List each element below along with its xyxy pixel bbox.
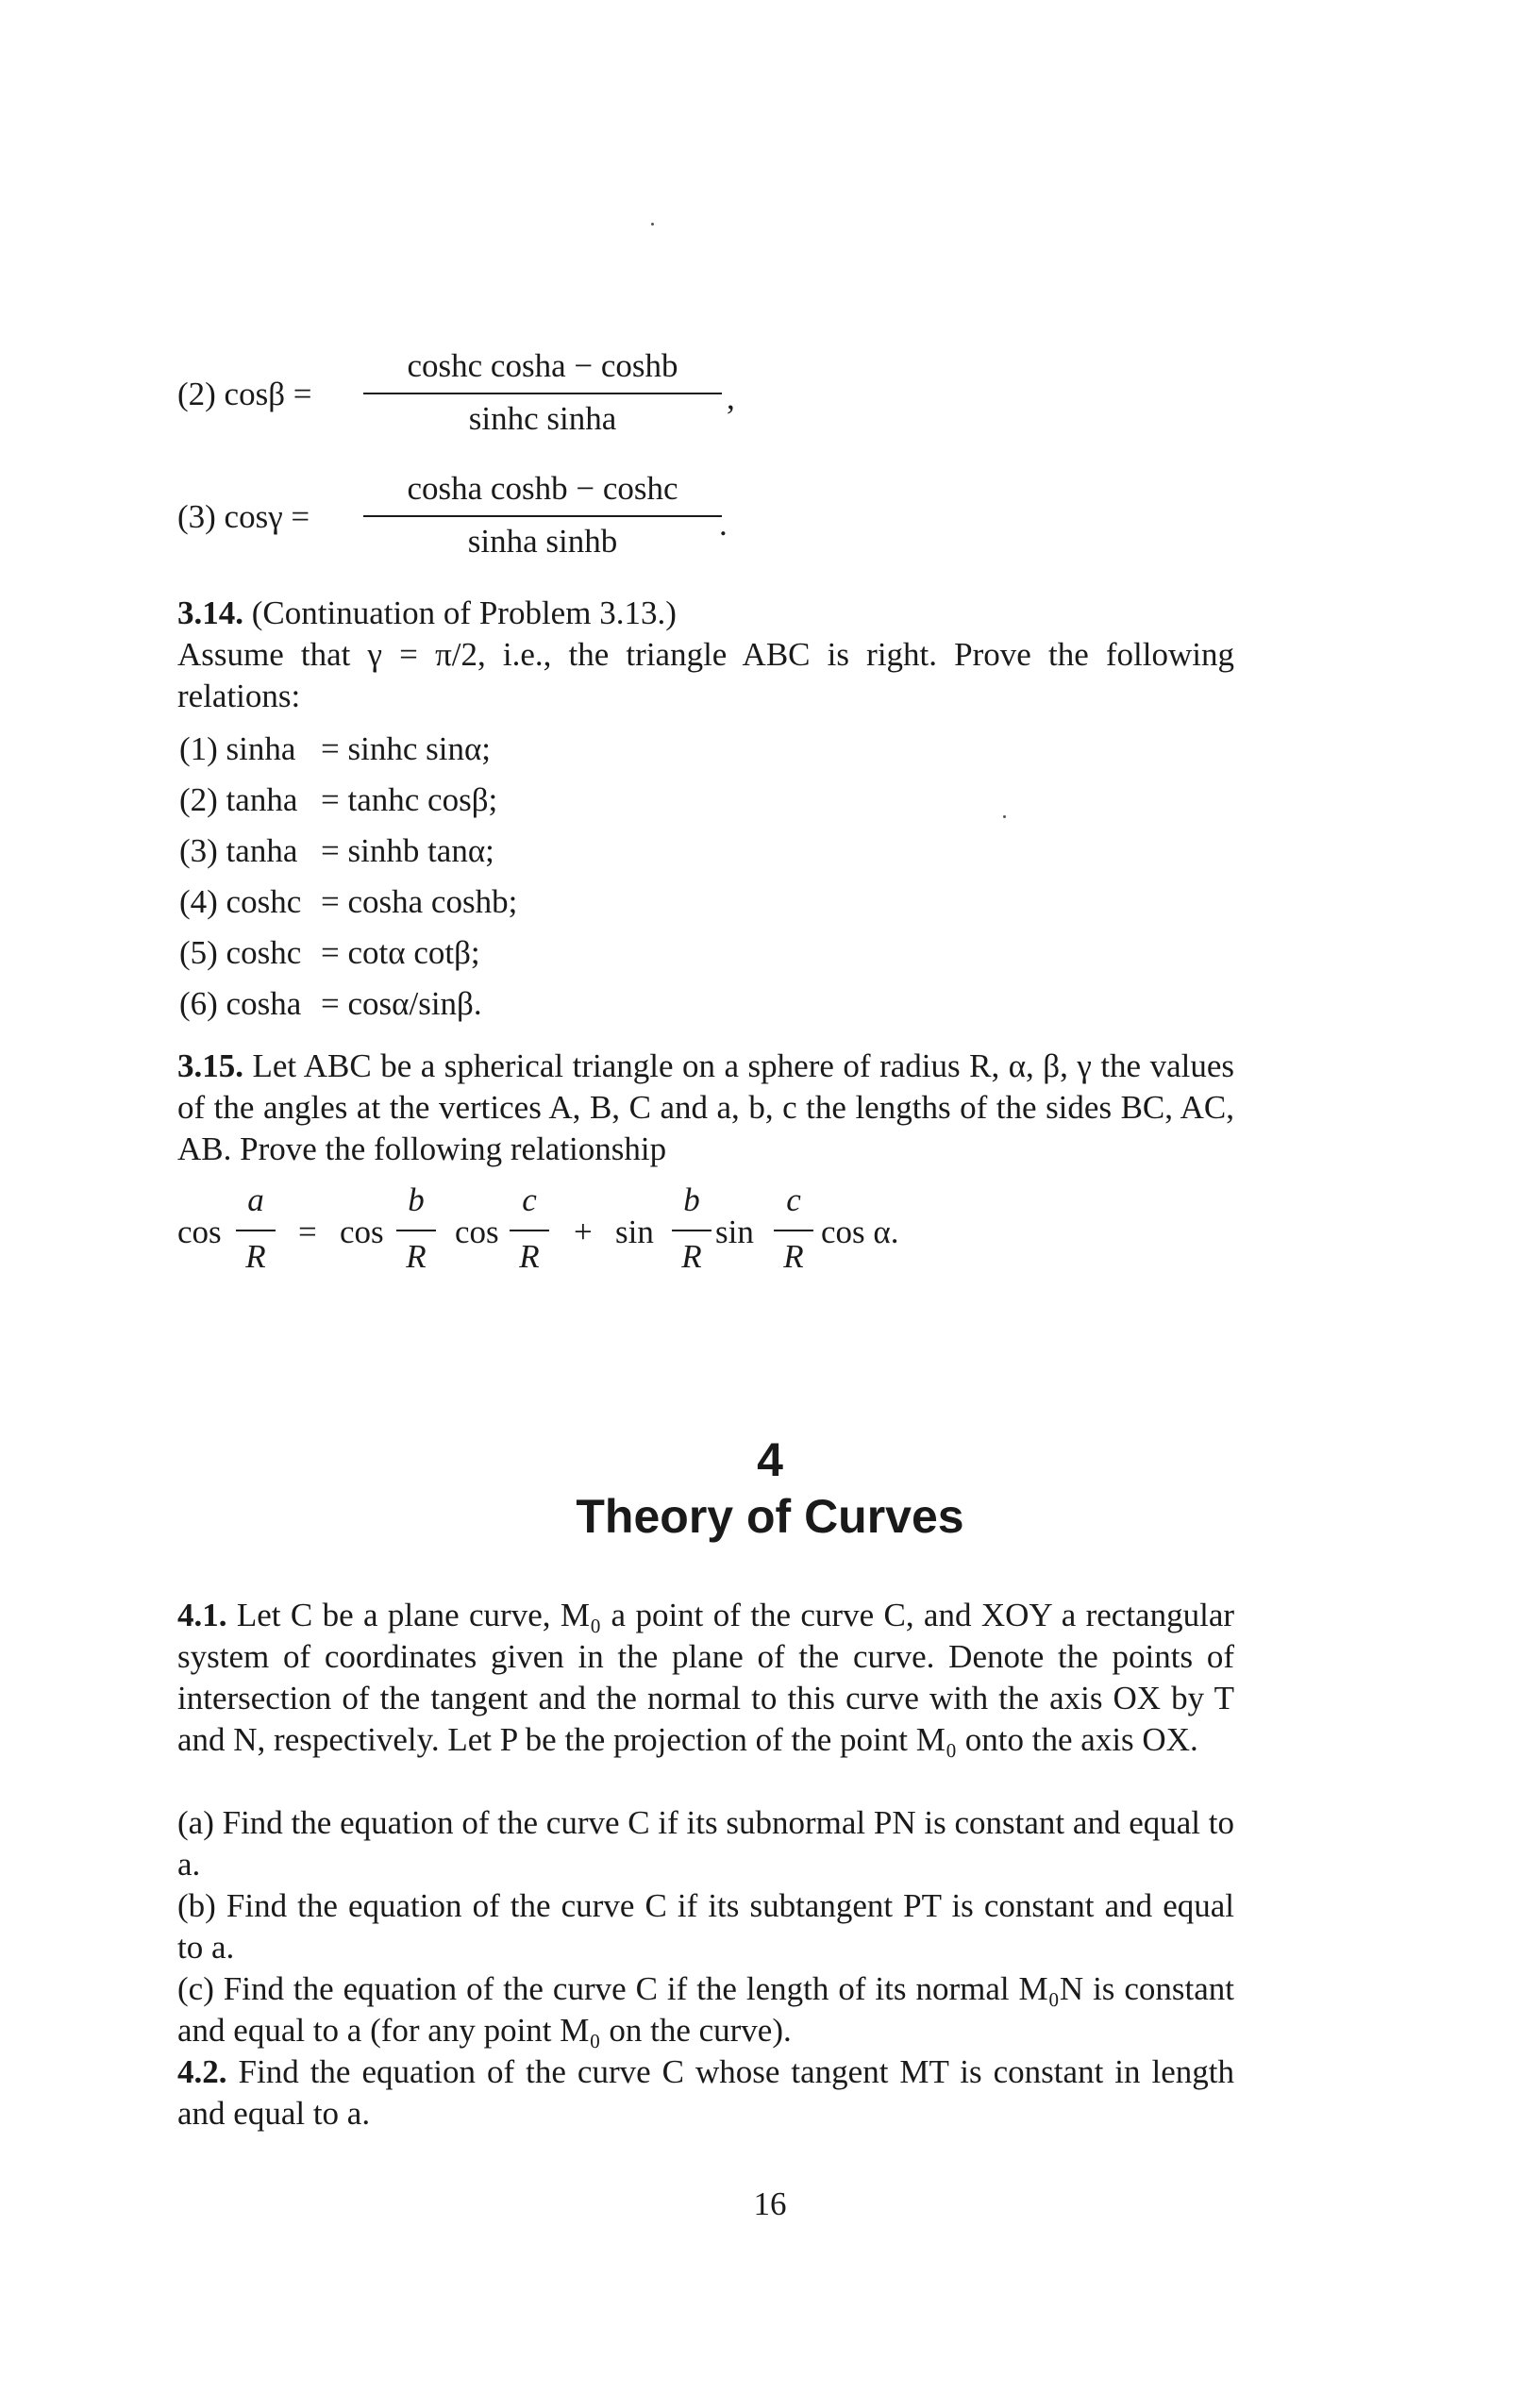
problem-4-2-text: [177, 2051, 1234, 2135]
cos-term-3: cos: [455, 1214, 499, 1250]
formula-2-numerator: coshc cosha − coshb: [407, 347, 678, 384]
relation-6: (6) cosha = cosα/sinβ.: [179, 985, 482, 1022]
sin-term-1: sin: [615, 1214, 654, 1250]
frac-a-den: R: [245, 1238, 266, 1275]
problem-4-1-part-a: (a) Find the equation of the curve C if its subnormal PN is constant and equal to a.: [177, 1804, 1234, 1883]
chapter-title: Theory of Curves: [576, 1490, 964, 1543]
problem-number: 3.15.: [177, 1047, 243, 1084]
problem-4-1-part-c: (c) Find the equation of the curve C if the length of its normal M₀N is constant and equal to a (for any point M₀ on the curve).: [177, 1970, 1234, 2049]
frac-b-num: b: [408, 1181, 425, 1218]
formula-2-label: (2) cosβ =: [177, 376, 312, 412]
formula-3-period: .: [719, 506, 728, 543]
cos-term-1: cos: [177, 1214, 222, 1250]
chapter-number: 4: [757, 1433, 783, 1486]
problem-4-1-text: [177, 1595, 1234, 1761]
formula-3-denominator: sinha sinhb: [467, 523, 618, 560]
formula-2-denominator: sinhc sinha: [468, 400, 617, 437]
frac-b2-den: R: [681, 1238, 702, 1275]
formula-3-numerator: cosha coshb − coshc: [407, 470, 678, 507]
problem-number: 3.14.: [177, 594, 243, 631]
frac-c2-den: R: [783, 1238, 804, 1275]
frac-c-den: R: [519, 1238, 540, 1275]
frac-bar: [672, 1230, 711, 1231]
problem-number: 4.2.: [177, 2053, 227, 2090]
problem-4-1-part-b: (b) Find the equation of the curve C if its subtangent PT is constant and equal to a.: [177, 1887, 1234, 1966]
plus-sign: +: [574, 1214, 593, 1250]
problem-body: Let ABC be a spherical triangle on a sphere of radius R, α, β, γ the values of the angles at the vertices A, B, C and a, b, c the lengths of the sides BC, AC, AB. Prove the following relationship: [177, 1047, 1235, 1167]
formula-3-label: (3) cosγ =: [177, 498, 310, 535]
formula-3-fraction-bar: [363, 515, 722, 517]
problem-body: Let C be a plane curve, M₀ a point of the curve C, and XOY a rectangular system of coordinates given in the plane of the curve. Denote the points of intersection of the tangent and the normal to this curve with the axis OX by T and N, respectively. Let P be the projection of the point M₀ onto the axis OX.: [177, 1597, 1235, 1758]
frac-bar: [774, 1230, 813, 1231]
frac-b2-num: b: [683, 1181, 700, 1218]
sin-term-2: sin: [715, 1214, 754, 1250]
problem-heading: (Continuation of Problem 3.13.): [251, 594, 677, 631]
frac-bar: [236, 1230, 276, 1231]
relation-4: (4) coshc = cosha coshb;: [179, 883, 518, 920]
page-number: 16: [753, 2185, 787, 2222]
scan-speck: [1003, 815, 1006, 818]
problem-number: 4.1.: [177, 1597, 227, 1633]
problem-3-15-text: [177, 1046, 1234, 1170]
relation-3: (3) tanha = sinhb tanα;: [179, 832, 494, 869]
frac-b-den: R: [406, 1238, 427, 1275]
cos-term-2: cos: [340, 1214, 384, 1250]
formula-2-comma: ,: [727, 379, 735, 416]
frac-bar: [510, 1230, 549, 1231]
relation-5: (5) coshc = cotα cotβ;: [179, 934, 480, 971]
scan-speck: [651, 223, 654, 226]
cos-alpha-tail: cos α.: [821, 1214, 899, 1250]
frac-bar: [396, 1230, 436, 1231]
relation-1: (1) sinha = sinhc sinα;: [179, 730, 492, 767]
problem-3-14-heading: [177, 593, 677, 634]
frac-a-num: a: [247, 1181, 264, 1218]
relation-2: (2) tanha = tanhc cosβ;: [179, 781, 498, 818]
problem-3-14-text: Assume that γ = π/2, i.e., the triangle ABC is right. Prove the following relations:: [177, 636, 1234, 714]
frac-c-num: c: [522, 1181, 537, 1218]
problem-body: Find the equation of the curve C whose tangent MT is constant in length and equal to a.: [177, 2053, 1235, 2132]
formula-2-fraction-bar: [363, 393, 722, 394]
frac-c2-num: c: [786, 1181, 801, 1218]
equals-sign: =: [298, 1214, 317, 1250]
